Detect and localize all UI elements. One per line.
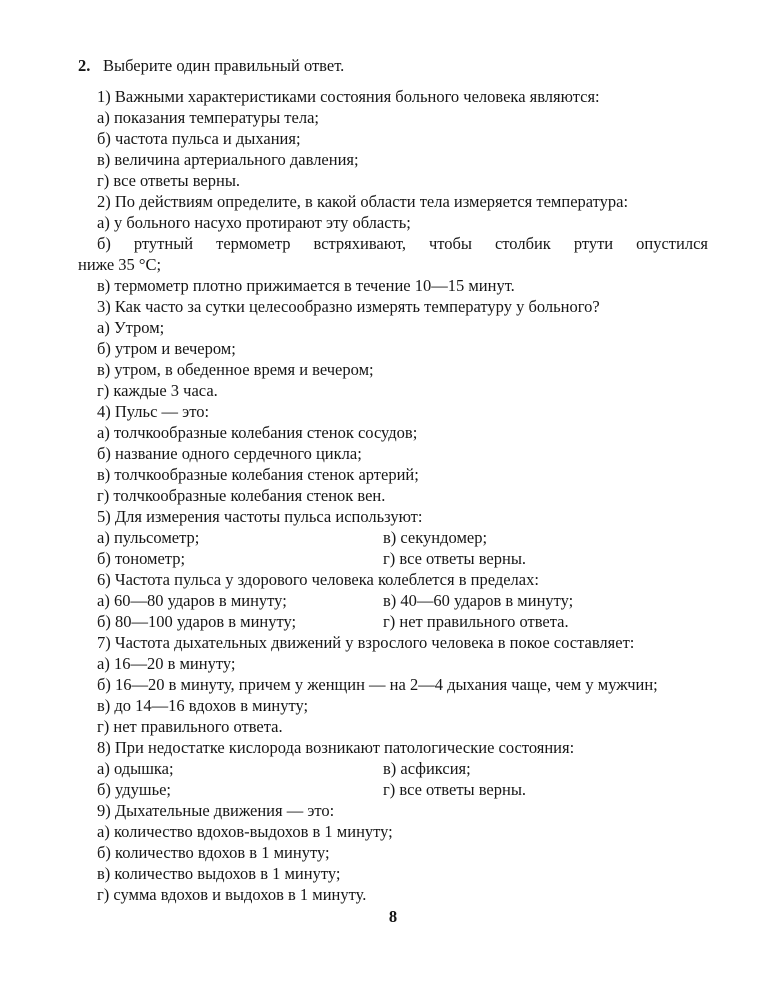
- question-block-8: [78, 737, 708, 800]
- question-block-9: [78, 800, 708, 905]
- answer-option: в) термометр плотно прижимается в течение 10—15 минут.: [97, 276, 515, 295]
- answer-option: г) все ответы верны.: [383, 549, 527, 568]
- question-prompt: 1) Важными характеристиками состояния больного человека являются:: [97, 87, 600, 106]
- answer-option: а) у больного насухо протирают эту область;: [97, 213, 411, 232]
- answer-option: б) удушье;: [97, 780, 172, 799]
- page-number: 8: [388, 907, 398, 926]
- question-block-5: [78, 506, 708, 569]
- question-prompt: 2) По действиям определите, в какой области тела измеряется температура:: [97, 192, 629, 211]
- answer-option: а) одышка;: [97, 759, 174, 778]
- answer-option: в) утром, в обеденное время и вечером;: [97, 360, 374, 379]
- question-prompt: 8) При недостатке кислорода возникают патологические состояния:: [97, 738, 575, 757]
- task-instruction: Выберите один правильный ответ.: [103, 56, 345, 75]
- question-block-7: [78, 632, 708, 737]
- question-block-1: [78, 86, 708, 191]
- answer-option: г) нет правильного ответа.: [383, 612, 569, 631]
- answer-option-line: б) ртутный термометр встряхивают, чтобы столбик ртути опустился: [97, 234, 708, 253]
- answer-option-row: [78, 548, 708, 569]
- question-prompt: 6) Частота пульса у здорового человека колеблется в пределах:: [97, 570, 539, 589]
- question-block-4: [78, 401, 708, 506]
- answer-option: в) до 14—16 вдохов в минуту;: [97, 696, 309, 715]
- answer-option-line: ниже 35 °С;: [78, 255, 162, 274]
- answer-option: а) показания температуры тела;: [97, 108, 319, 127]
- answer-option-row: [78, 527, 708, 548]
- answer-option: а) количество вдохов-выдохов в 1 минуту;: [97, 822, 393, 841]
- answer-option: б) название одного сердечного цикла;: [97, 444, 362, 463]
- answer-option: [78, 233, 708, 275]
- answer-option: г) все ответы верны.: [383, 780, 527, 799]
- answer-option: в) 40—60 ударов в минуту;: [383, 591, 574, 610]
- answer-option: а) Утром;: [97, 318, 165, 337]
- answer-option: б) частота пульса и дыхания;: [97, 129, 301, 148]
- question-prompt: 5) Для измерения частоты пульса используют:: [97, 507, 423, 526]
- answer-option: б) 16—20 в минуту, причем у женщин — на 2—4 дыхания чаще, чем у мужчин;: [97, 675, 658, 694]
- question-prompt: 9) Дыхательные движения — это:: [97, 801, 335, 820]
- task-header: [78, 54, 708, 78]
- answer-option-row: [78, 590, 708, 611]
- answer-option: в) толчкообразные колебания стенок артерий;: [97, 465, 419, 484]
- answer-option: б) утром и вечером;: [97, 339, 236, 358]
- question-prompt: 3) Как часто за сутки целесообразно измерять температуру у больного?: [97, 297, 600, 316]
- question-block-2: [78, 191, 708, 296]
- answer-option: а) 16—20 в минуту;: [97, 654, 236, 673]
- question-prompt: 7) Частота дыхательных движений у взрослого человека в покое составляет:: [97, 633, 635, 652]
- answer-option: в) асфиксия;: [383, 759, 471, 778]
- answer-option: в) величина артериального давления;: [97, 150, 359, 169]
- answer-option: б) тонометр;: [97, 549, 186, 568]
- answer-option: а) пульсометр;: [97, 528, 200, 547]
- page-footer: [78, 906, 708, 927]
- answer-option-row: [78, 611, 708, 632]
- answer-option: в) секундомер;: [383, 528, 488, 547]
- answer-option: а) 60—80 ударов в минуту;: [97, 591, 287, 610]
- task-number: 2.: [78, 56, 91, 75]
- answer-option: г) нет правильного ответа.: [97, 717, 283, 736]
- answer-option: б) 80—100 ударов в минуту;: [97, 612, 297, 631]
- answer-option: г) все ответы верны.: [97, 171, 241, 190]
- answer-option-row: [78, 758, 708, 779]
- question-prompt: 4) Пульс — это:: [97, 402, 210, 421]
- answer-option: а) толчкообразные колебания стенок сосудов;: [97, 423, 418, 442]
- question-block-3: [78, 296, 708, 401]
- answer-option: г) каждые 3 часа.: [97, 381, 218, 400]
- answer-option: г) толчкообразные колебания стенок вен.: [97, 486, 386, 505]
- answer-option: б) количество вдохов в 1 минуту;: [97, 843, 330, 862]
- answer-option: в) количество выдохов в 1 минуту;: [97, 864, 341, 883]
- answer-option: г) сумма вдохов и выдохов в 1 минуту.: [97, 885, 367, 904]
- answer-option-row: [78, 779, 708, 800]
- question-block-6: [78, 569, 708, 632]
